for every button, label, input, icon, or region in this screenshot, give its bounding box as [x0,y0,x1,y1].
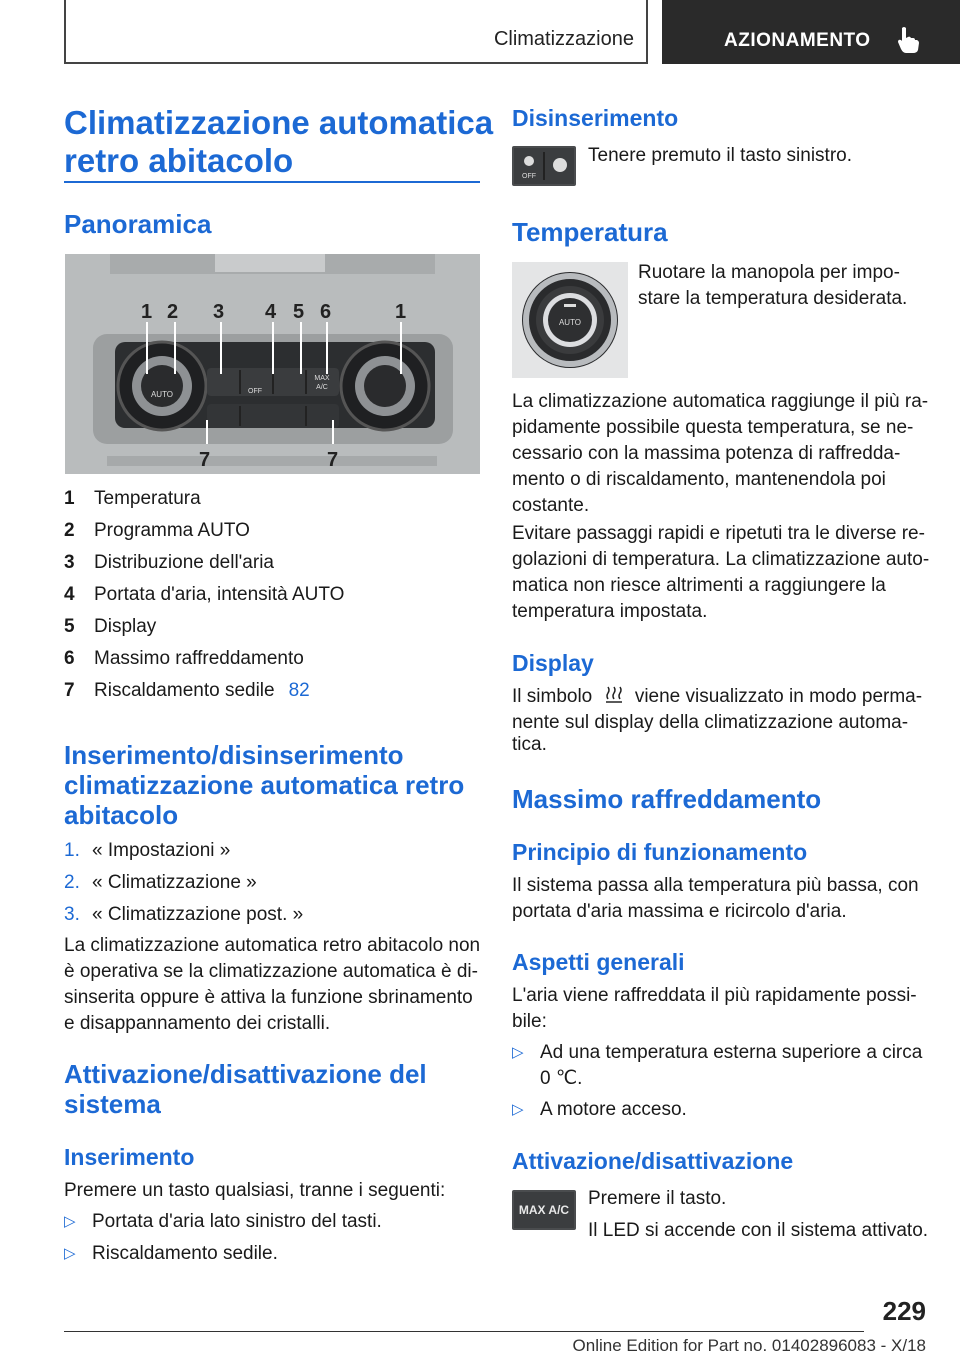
off-heading: Disinserimento [512,105,679,131]
maxcool-heading: Massimo raffreddamento [512,784,822,814]
activation-heading: Attivazione/disattivazione [512,1148,794,1174]
svg-text:AUTO: AUTO [558,318,582,327]
insert-heading: Inserimento [64,1144,195,1170]
temp-heading: Temperatura [512,217,668,247]
climate-panel-figure [65,254,480,474]
display-text-line-1: Il simbolo viene visualizzato in modo perma- [512,686,923,707]
page-number: 229 [882,1296,926,1326]
temperature-knob-icon [512,262,628,378]
page-title-line-2: retro abitacolo [64,142,294,179]
fig-ac-label: A/C [316,384,328,391]
page-title-line-1: Climatizzazione automatica [64,104,494,141]
system-heading-line-2: sistema [64,1089,161,1119]
svg-text:MAX A/C: MAX A/C [518,1203,570,1217]
temp-paragraph-2: Evitare passaggi rapidi e ripetuti tra le diverse re- golazioni di temperatura. La climatizzazione auto- matica non riesce altrimenti a raggiungere la temperatura impostata. [512,523,930,622]
svg-text:OFF: OFF [522,173,536,180]
max-ac-button-icon [512,1190,576,1230]
callout-7b: 7 [327,449,339,471]
callout-6: 6 [320,301,332,323]
title-rule [64,181,480,183]
callout-7a: 7 [199,449,211,471]
activation-text-1: Premere il tasto. [588,1188,727,1209]
onoff-heading-line-2: climatizzazione automatica retro [64,770,465,800]
onoff-heading-line-1: Inserimento/disinserimento [64,740,404,770]
callout-2: 2 [167,301,179,323]
page-reference-link[interactable]: 82 [288,680,310,701]
overview-heading: Panoramica [64,209,212,239]
callout-1b: 1 [395,301,407,323]
callout-3: 3 [213,301,225,323]
temp-instructions: Ruotare la manopola per impo- stare la temperatura desiderata. [638,262,908,309]
triangle-bullet-icon: ▷ [512,1044,524,1061]
activation-text-2: Il LED si accende con il sistema attivato. [588,1220,929,1241]
hand-pointer-icon [896,26,920,54]
callout-5: 5 [293,301,305,323]
header-section-title: Climatizzazione [493,28,634,50]
display-text-line-2: nente sul display della climatizzazione automa- [512,712,909,733]
triangle-bullet-icon: ▷ [512,1101,524,1118]
display-heading: Display [512,650,594,676]
fan-off-button-icon [512,146,576,186]
onoff-heading-line-3: abitacolo [64,800,179,830]
footer-edition: Online Edition for Part no. 01402896083 - X/18 [572,1336,926,1355]
insert-text: Premere un tasto qualsiasi, tranne i seguenti: [64,1180,446,1201]
header-section-box [64,0,648,64]
fig-off-label: OFF [248,388,262,395]
general-text: L'aria viene raffreddata il più rapidamente possi- bile: [512,985,917,1032]
general-heading: Aspetti generali [512,949,685,975]
fig-max-label: MAX [314,375,330,382]
temp-paragraph-1: La climatizzazione automatica raggiunge il più ra- pidamente possibile questa temperatura, se ne- cessario con la massima potenza di raffredda- mento o di riscaldamento, mantenendola poi costante. [512,391,929,516]
seat-heating-symbol-icon [604,684,624,704]
display-text-line-3: tica. [512,734,547,755]
onoff-paragraph: La climatizzazione automatica retro abitacolo non è operativa se la climatizzazione automatica è di- sinserita oppure è attiva la funzione sbrinamento e disappannamento dei cristalli. [64,935,481,1034]
callout-4: 4 [265,301,277,323]
principle-text: Il sistema passa alla temperatura più bassa, con portata d'aria massima e ricircolo d'aria. [512,875,919,922]
fig-auto-label: AUTO [150,390,174,399]
off-text: Tenere premuto il tasto sinistro. [588,145,853,166]
header-chapter-title: AZIONAMENTO [724,30,871,51]
callout-1: 1 [141,301,153,323]
footer-rule [64,1331,864,1332]
principle-heading: Principio di funzionamento [512,839,808,865]
header-chapter-box [662,0,960,64]
system-heading-line-1: Attivazione/disattivazione del [64,1059,427,1089]
triangle-bullet-icon: ▷ [64,1213,76,1230]
triangle-bullet-icon: ▷ [64,1245,76,1262]
